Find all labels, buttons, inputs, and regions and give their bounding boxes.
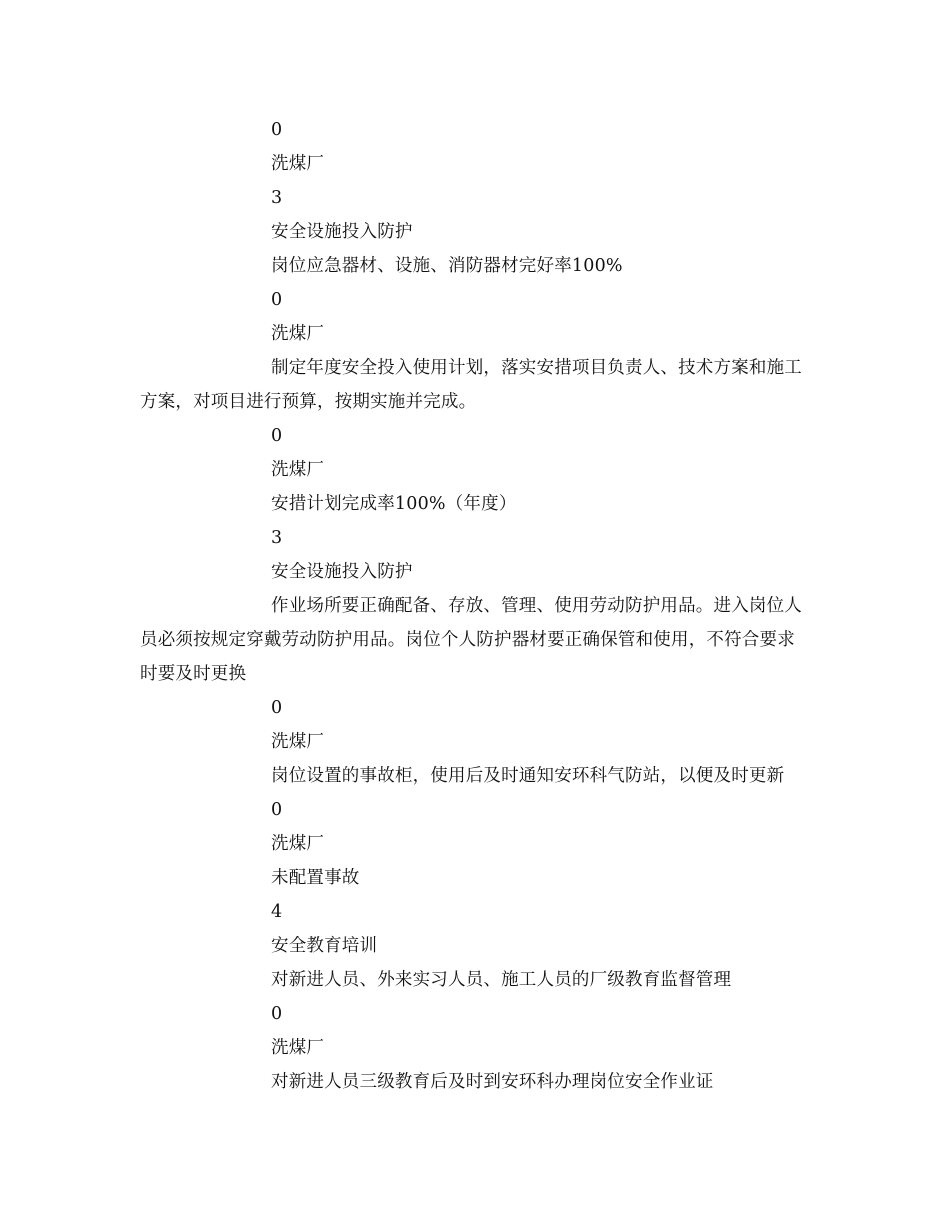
text-line: 0 (271, 698, 283, 718)
text-line: 对新进人员、外来实习人员、施工人员的厂级教育监督管理 (271, 970, 732, 990)
text-line: 洗煤厂 (271, 732, 325, 752)
text-line: 0 (271, 1004, 283, 1024)
text-line: 安措计划完成率100%（年度） (271, 494, 517, 514)
text-line: 0 (271, 290, 283, 310)
text-paragraph: 作业场所要正确配备、存放、管理、使用劳动防护用品。进入岗位人员必须按规定穿戴劳动防护用品。岗位个人防护器材要正确保管和使用，不符合要求时要及时更换 (140, 596, 802, 684)
text-line: 4 (271, 902, 283, 922)
document-body (140, 113, 812, 1099)
text-line: 对新进人员三级教育后及时到安环科办理岗位安全作业证 (271, 1072, 714, 1092)
text-line: 岗位设置的事故柜，使用后及时通知安环科气防站，以便及时更新 (271, 766, 785, 786)
text-line: 洗煤厂 (271, 154, 325, 174)
text-line: 岗位应急器材、设施、消防器材完好率100% (271, 256, 623, 276)
text-line: 3 (271, 188, 283, 208)
text-line: 安全设施投入防护 (271, 222, 413, 242)
text-line: 洗煤厂 (271, 324, 325, 344)
text-paragraph: 制定年度安全投入使用计划，落实安措项目负责人、技术方案和施工方案，对项目进行预算，按期实施并完成。 (140, 358, 802, 412)
text-line: 洗煤厂 (271, 834, 325, 854)
text-line: 洗煤厂 (271, 1038, 325, 1058)
text-line: 0 (271, 800, 283, 820)
text-line: 洗煤厂 (271, 460, 325, 480)
text-line: 安全教育培训 (271, 936, 378, 956)
text-line: 0 (271, 426, 283, 446)
text-line: 0 (271, 120, 283, 140)
text-line: 安全设施投入防护 (271, 562, 413, 582)
text-line: 3 (271, 528, 283, 548)
text-line: 未配置事故 (271, 868, 360, 888)
